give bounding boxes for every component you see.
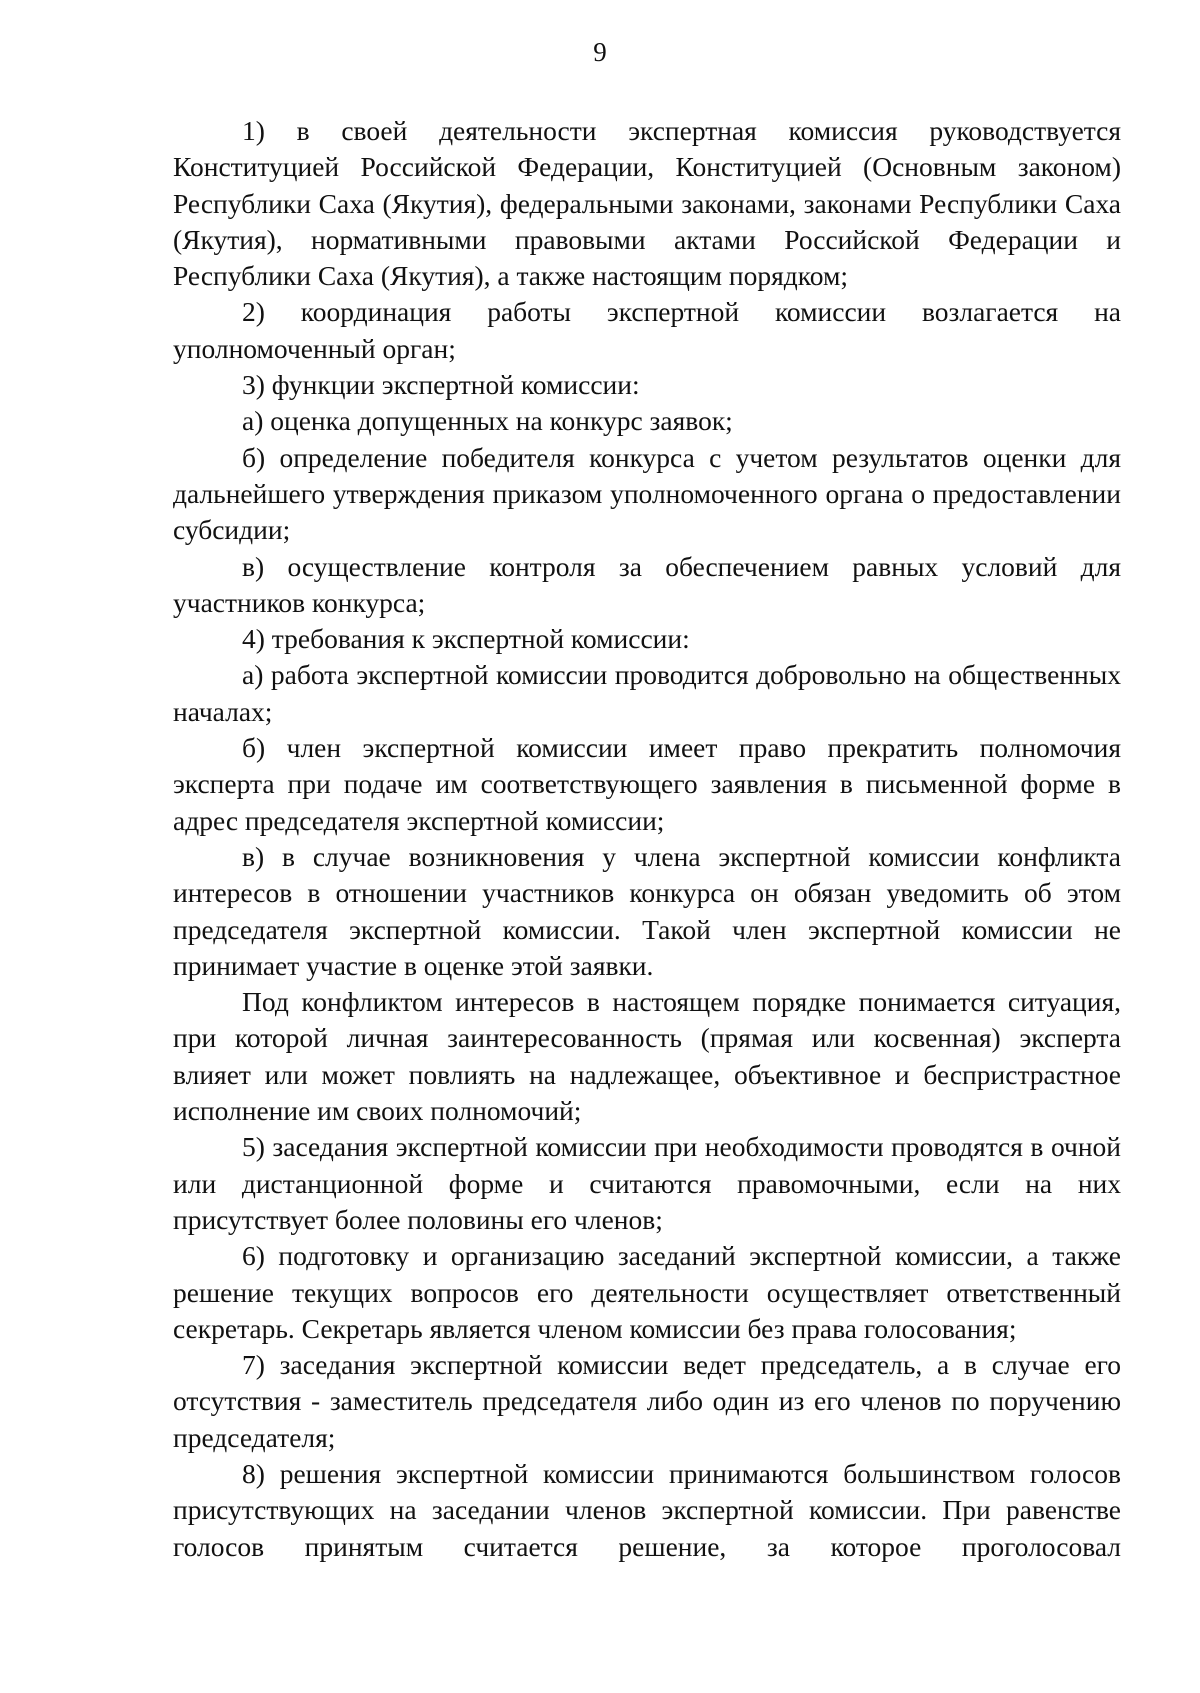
paragraph-item-2: 2) координация работы экспертной комиссии возлагается на уполномоченный орган; [173, 296, 1121, 364]
paragraph-item-3a: а) оценка допущенных на конкурс заявок; [242, 405, 733, 437]
paragraph-item-8: 8) решения экспертной комиссии принимаются большинством голосов присутствующих на заседании членов экспертной комиссии. При равенстве голосов принятым считается решение, за которое проголосовал [173, 1457, 1121, 1562]
paragraph-item-3v: в) осуществление контроля за обеспечением равных условий для участников конкурса; [173, 550, 1121, 618]
paragraph-item-4v: в) в случае возникновения у члена экспертной комиссии конфликта интересов в отношении участников конкурса он обязан уведомить об этом председателя экспертной комиссии. Такой член экспертной комиссии не принимает участие в оценке этой заявки. [173, 840, 1121, 981]
paragraph-item-4a: а) работа экспертной комиссии проводится добровольно на общественных началах; [173, 659, 1121, 727]
document-body [173, 113, 1121, 1565]
page-number: 9 [593, 37, 607, 67]
paragraph-item-7: 7) заседания экспертной комиссии ведет председатель, а в случае его отсутствия - заместитель председателя либо один из его членов по поручению председателя; [173, 1349, 1121, 1453]
paragraph-item-4b: б) член экспертной комиссии имеет право прекратить полномочия эксперта при подаче им соответствующего заявления в письменной форме в адрес председателя экспертной комиссии; [173, 732, 1121, 836]
paragraph-item-6: 6) подготовку и организацию заседаний экспертной комиссии, а также решение текущих вопросов его деятельности осуществляет ответственный секретарь. Секретарь является членом комиссии без права голосования; [173, 1240, 1121, 1344]
paragraph-item-3b: б) определение победителя конкурса с учетом результатов оценки для дальнейшего утверждения приказом уполномоченного органа о предоставлении субсидии; [173, 441, 1121, 546]
paragraph-item-1: 1) в своей деятельности экспертная комиссия руководствуется Конституцией Российской Федерации, Конституцией (Основным законом) Республики Саха (Якутия), федеральными законами, законами Республики Саха (Якутия), нормативными правовыми актами Российской Федерации и Республики Саха (Якутия), а также настоящим порядком; [173, 115, 1121, 292]
paragraph-item-4: 4) требования к экспертной комиссии: [242, 623, 690, 655]
paragraph-item-5: 5) заседания экспертной комиссии при необходимости проводятся в очной или дистанционной форме и считаются правомочными, если на них присутствует более половины его членов; [173, 1131, 1121, 1235]
paragraph-item-3: 3) функции экспертной комиссии: [242, 369, 640, 401]
paragraph-conflict-definition: Под конфликтом интересов в настоящем порядке понимается ситуация, при которой личная заинтересованность (прямая или косвенная) эксперта влияет или может повлиять на надлежащее, объективное и беспристрастное исполнение им своих полномочий; [173, 986, 1121, 1127]
